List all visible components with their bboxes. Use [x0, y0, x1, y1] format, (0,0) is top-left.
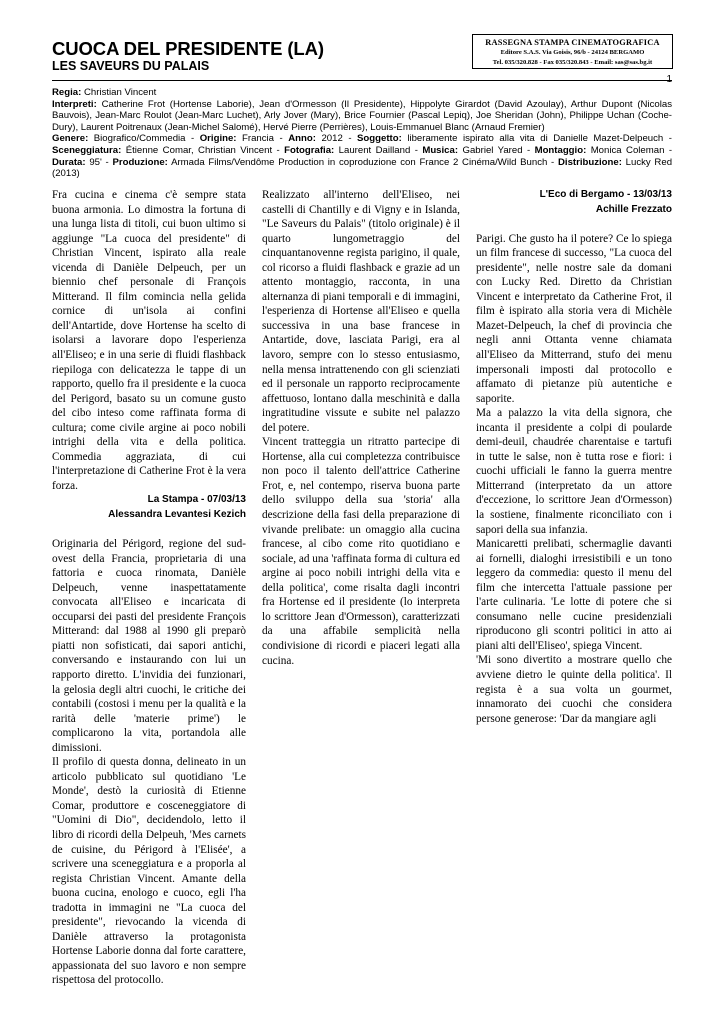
credit-value: Biografico/Commedia — [93, 133, 186, 145]
publisher-address: Editore S.A.S. Via Goisis, 96/b - 24124 BERGAMO — [500, 49, 645, 56]
credit-value: Francia — [242, 133, 275, 145]
review-author: Achille Frezzato — [595, 203, 672, 215]
credit-label: Sceneggiatura: — [52, 144, 122, 156]
film-title: CUOCA DEL PRESIDENTE (LA) — [52, 38, 324, 59]
article-column-3 — [476, 188, 672, 726]
credit-value: Gabriel Yared — [462, 144, 523, 156]
credit-value: Lucky Red (2013) — [52, 156, 673, 180]
credit-regia — [52, 87, 672, 99]
credit-label: Produzione: — [112, 156, 168, 168]
review-source: L'Eco di Bergamo - 13/03/13 — [539, 189, 672, 200]
credit-label: Soggetto: — [357, 133, 402, 145]
review-third-paragraph-3: Manicaretti prelibati, schermaglie davanti ai fornelli, dialoghi irresistibili e un tono leggero da commedia: questo il menu del film che intercetta l'attuale passione per l'arte culinaria. 'Le lotte di potere che si consumano nelle cucine presidenziali riproducono gli scontri politici in atto ai piani alti dell'Eliseo', spiega Vincent. — [476, 538, 672, 652]
credit-value: Monica Coleman — [590, 144, 665, 156]
publisher-contacts: Tel. 035/320.828 - Fax 035/320.843 - Email: sas@sas.bg.it — [492, 59, 653, 66]
review-la-stampa-text: Fra cucina e cinema c'è sempre stata buona armonia. Lo dimostra la fortuna di una lunga lista di titoli, cui buon ultimo si aggiunge "La cuoca del presidente" di Christian Vincent, ispirato alla reale vicenda di Danièle Delpeuch, per un biennio chef personale di François Mitterand. Il film comincia nella gelida cornice di un'isola ai confini dell'Antartide, dove Hortense ha scelto di isolarsi a lavorare dopo l'esperienza all'Eliseo; e in una serie di fluidi flashback riepiloga con delicatezza le tappe di un rapporto, quello fra il presidente e la cuoca del Perigord, basato su un comune gusto del cibo inteso come raffinata forma di cultura; come civile argine ai poco nobili intrighi della vita e della politica. Commedia aggraziata, di cui l'interpretazione di Catherine Frot è la vera forza. — [52, 189, 246, 492]
credit-label: Regia: — [52, 87, 82, 98]
credit-label: Origine: — [199, 133, 237, 145]
credit-details: Genere: Biografico/Commedia - Origine: Francia - Anno: 2012 - Soggetto: liberamente ispirato alla vita di Danielle Mazet-Delpeuch - Sceneggiatura: Étienne Comar, Christian Vincent - Fotografia: Laurent Dailland - Musica: Gabriel Yared - Montaggio: Monica Coleman - Durata: 95' - Produzione: Armada Films/Vendôme Production in coproduzione con France 2 Cinéma/Wild Bunch - Distribuzione: Lucky Red (2013) — [52, 133, 673, 180]
publisher-name: RASSEGNA STAMPA CINEMATOGRAFICA — [485, 38, 660, 47]
credit-value: Armada Films/Vendôme Production in coproduzione con France 2 Cinéma/Wild Bunch — [171, 156, 548, 168]
credit-label: Montaggio: — [534, 144, 587, 156]
review-eco-paragraph-2: Il profilo di questa donna, delineato in un articolo pubblicato sul quotidiano 'Le Monde', destò la curiosità di Etienne Comar, produttore e cosceneggiatore di "Uomini di Dio", decidendolo, letto il libro di ricordi della Delpeuh, 'Mes carnets de cuisine, du Périgord à l'Elisée', a scrivere una sceneggiatura e a proporla al regista Christian Vincent. Amante della buona cucina, enologo e cuoco, egli l'ha tradotta in immagini ne "La cuoca del presidente", rievocando la vicenda di Danièle attraverso la protagonista Hortense Laborie donna dal forte carattere, appassionata del suo lavoro e non sempre rispettosa del protocollo. — [52, 756, 246, 987]
credit-label: Anno: — [288, 133, 316, 145]
credit-label: Interpreti: — [52, 98, 97, 110]
credit-value: 2012 — [321, 133, 343, 145]
header-divider — [52, 80, 672, 81]
review-eco-paragraph-1: Originaria del Périgord, regione del sud-ovest della Francia, proprietaria di una fattoria e cuoca rinomata, Danièle Delpeuch, venne inaspettatamente convocata all'Eliseo e incaricata di occuparsi dei pasti del presidente François Mitterand: dal 1988 al 1990 gli preparò piatti non sofisticati, dai sapori antichi, conversando e instaurando con lui un rapporto diretto. L'invidia dei funzionari, la gelosia degli altri cuochi, le critiche dei contabili (costosi i menu per la qualità e la rarità delle 'materie prime') le complicarono la vita, portandola alle dimissioni. — [52, 538, 246, 754]
credit-value: Catherine Frot (Hortense Laborie), Jean d'Ormesson (Il Presidente), Hippolyte Girardot (David Azoulay), Arthur Dupont (Nicolas Bauvois), Jean-Marc Roulot (Jean-Marc Luchet), Arly Jover (Mary), Brice Fournier (Pascal Lepiq), Joe Sheridan (John), Philippe Uchan (Coche-Dury), Laurent Poitrenaux (Jean-Michel Salomé), Hervé Pierre (Perrières), Louis-Emmanuel Blanc (Arnaud Fremier) — [52, 98, 672, 133]
review-eco-paragraph-3: Realizzato all'interno dell'Eliseo, nei castelli di Chantilly e di Vigny e in Islanda, "Le Saveurs du Palais" (titolo originale) è il quarto lungometraggio del cinquantanovenne regista parigino, il quale, col ricorso a fluidi flashback e grazie ad un attento montaggio, racconta, in una alternanza di piani temporali e di immagini, l'esperienza di Hortense all'Eliseo e quella successiva in una base francese in Antartide, dove, lasciata Parigi, era al lavoro, sempre con lo stesso entusiasmo, nella mensa intrattenendo con gli scienziati ed il personale un rapporto reciprocamente affettuoso, lontano dalla meschinità e dalla ingratitudine vissute e subite nel palazzo del potere. — [262, 189, 460, 434]
article-column-2 — [262, 188, 460, 668]
film-original-title: LES SAVEURS DU PALAIS — [52, 59, 210, 73]
credit-label: Musica: — [422, 144, 459, 156]
credit-value: liberamente ispirato alla vita di Danielle Mazet-Delpeuch — [407, 133, 664, 145]
review-third-paragraph-1: Parigi. Che gusto ha il potere? Ce lo spiega un film francese di successo, "La cuoca del presidente", nelle nostre sale da domani con Lucky Red. Diretto da Christian Vincent e interpretato da Catherine Frot, il film è ispirato alla storia vera di Michèle Mazet-Delpeuch, la chef di provincia che negli anni Ottanta venne chiamata all'Eliseo da Mitterrand, stufo dei menu impersonali imposti dal protocollo e affamato di pietanze più autentiche e saporite. — [476, 232, 672, 405]
credit-value: Laurent Dailland — [338, 144, 411, 156]
credit-label: Fotografia: — [284, 144, 335, 156]
credit-cast — [52, 99, 672, 134]
review-third-paragraph-4: 'Mi sono divertito a mostrare quello che avviene dietro le quinte della politica'. Il regista è a sua volta un gourmet, innamorato dei cuochi che considera persone generose: 'Dar da mangiare agli — [476, 654, 672, 725]
credit-value: Christian Vincent — [84, 87, 157, 98]
review-source: La Stampa - 07/03/13 — [147, 494, 246, 506]
credit-value: Étienne Comar, Christian Vincent — [125, 144, 273, 156]
article-column-1 — [52, 188, 246, 988]
publisher-box — [472, 34, 673, 69]
credit-label: Durata: — [52, 156, 86, 168]
review-third-paragraph-2: Ma a palazzo la vita della signora, che incanta il presidente a colpi di poularde demi-deuil, chaudrée charentaise e tartufi in tutte le salse, non è tutta rose e fiori: i cuochi ufficiali le fanno la guerra mentre Mitterrand (interpretato da un attore d'eccezione, lo scrittore Jean d'Ormesson) la sostiene, finalmente riconciliato con i sapori della sua infanzia. — [476, 407, 672, 536]
credit-label: Genere: — [52, 133, 89, 145]
film-credits — [52, 87, 672, 180]
page-number: 1 — [666, 74, 672, 85]
review-author: Alessandra Levantesi Kezich — [108, 509, 246, 521]
review-eco-paragraph-4: Vincent tratteggia un ritratto partecipe di Hortense, alla cui completezza contribuisce non poco il talento dell'attrice Catherine Frot, e, nel contempo, riserva buona parte dello sviluppo della sua 'storia' alla descrizione della fasi della preparazione di vivande prelibate: un omaggio alla cucina francese, al cibo come rito quotidiano e sociale, ad una 'raffinata forma di cultura ed argine ai poco nobili intrighi della vita e della politica', come risalta dagli incontri fra Hortense ed il presidente (lo interpreta lo scrittore Jean d'Ormesson), caratterizzati da una affabile semplicità nella condivisione di ricordi e piaceri legati alla cucina. — [262, 436, 460, 667]
credit-label: Distribuzione: — [557, 156, 622, 168]
credit-value: 95' — [89, 156, 102, 168]
